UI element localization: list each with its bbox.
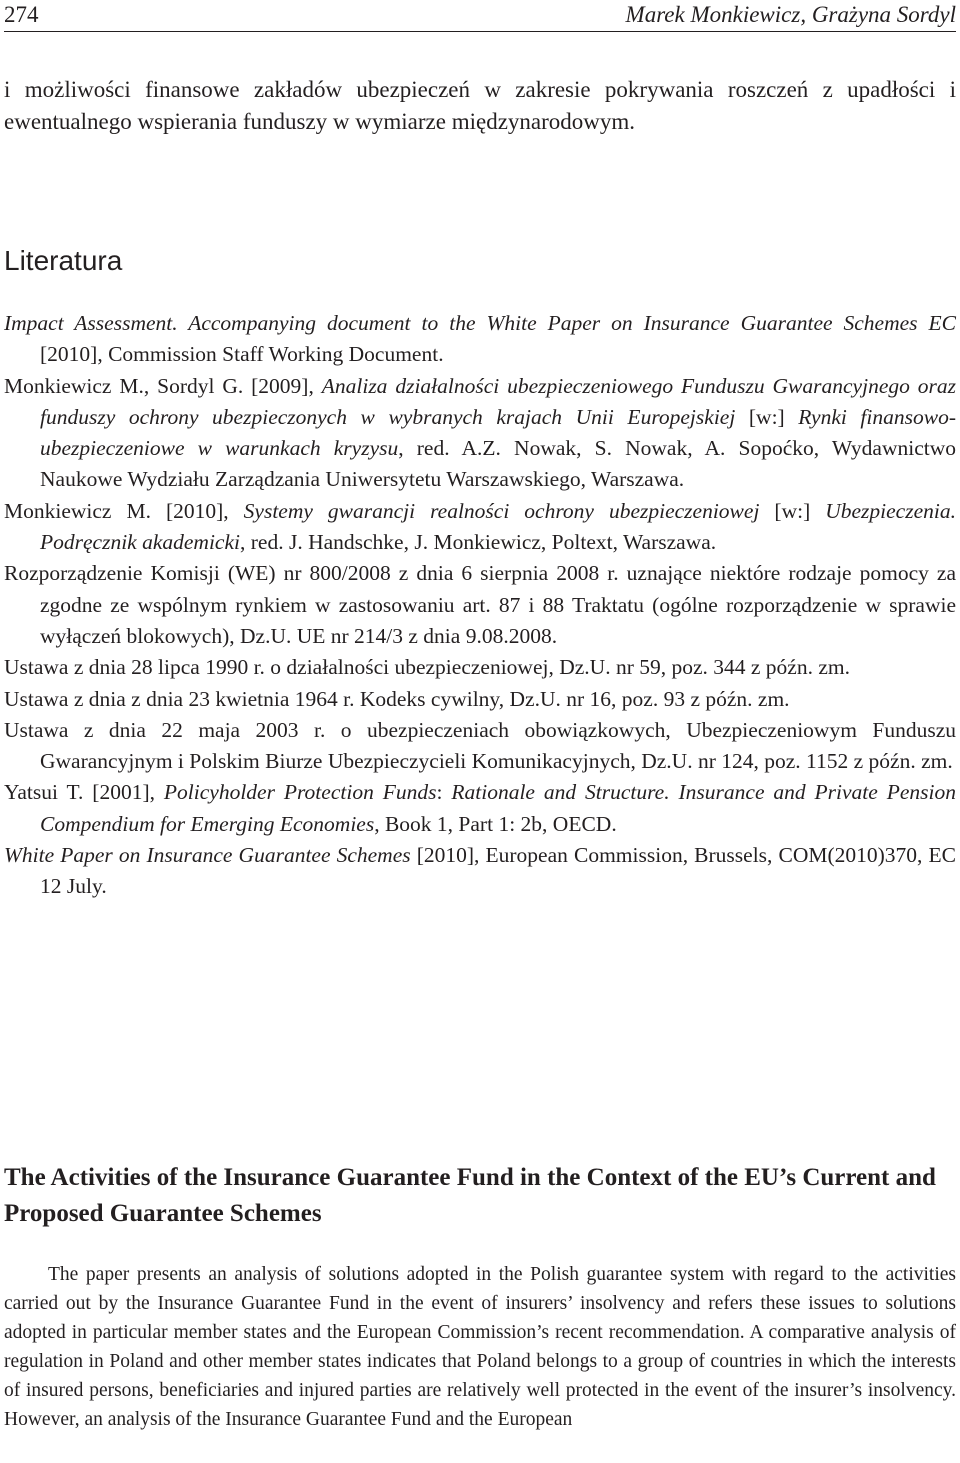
reference-item [4, 777, 956, 840]
reference-item: Ustawa z dnia z dnia 23 kwietnia 1964 r. Kodeks cywilny, Dz.U. nr 16, poz. 93 z późn. zm. [4, 686, 790, 711]
reference-separator: : [436, 780, 452, 805]
reference-title: Systemy gwarancji realności ochrony ubezpieczeniowej [243, 498, 760, 523]
reference-item [4, 308, 956, 371]
page-number: 274 [4, 2, 39, 27]
running-head: Marek Monkiewicz, Grażyna Sordyl [625, 2, 956, 27]
reference-book-title: Rynki finansowo-ubezpieczeniowe w warunkach kryzysu [40, 404, 956, 461]
reference-author: Monkiewicz M. [2010], [4, 498, 244, 523]
abstract-text: The paper presents an analysis of solutions adopted in the Polish guarantee system with regard to the activities carried out by the Insurance Guarantee Fund in the event of insurers’ insolvency and refers these issues to solutions adopted in particular member states and the European Commission’s recent recommendation. A comparative analysis of regulation in Poland and other member states indicates that Poland belongs to a group of countries in which the interests of insured persons, beneficiaries and injured parties are relatively well protected in the event of the insurer’s insolvency. However, an analysis of the Insurance Guarantee Fund and the European [4, 1264, 956, 1430]
reference-item: Ustawa z dnia 28 lipca 1990 r. o działalności ubezpieczeniowej, Dz.U. nr 59, poz. 344 z późn. zm. [4, 655, 850, 680]
intro-paragraph: i możliwości finansowe zakładów ubezpieczeń w zakresie pokrywania roszczeń z upadłości i ewentualnego wspierania funduszy w wymiarze międzynarodowym. [4, 77, 956, 134]
reference-title: White Paper on Insurance Guarantee Schemes [4, 843, 411, 868]
reference-title: Impact Assessment. Accompanying document to the White Paper on Insurance Guarantee Schemes EC [4, 311, 956, 335]
reference-in: [w:] [759, 498, 826, 523]
reference-list [4, 308, 956, 903]
reference-title: Analiza działalności ubezpieczeniowego Funduszu Gwarancyjnego oraz funduszy ochrony ubezpieczonych w wybranych krajach Unii Europejskiej [40, 373, 956, 429]
reference-item [4, 840, 956, 903]
english-title: The Activities of the Insurance Guarantee Fund in the Context of the EU’s Current and Proposed Guarantee Schemes [4, 1164, 936, 1227]
reference-author: Monkiewicz M., Sordyl G. [2009], [4, 373, 322, 398]
reference-book-title: Rationale and Structure. Insurance and Private Pension Compendium for Emerging Economies [40, 780, 956, 836]
reference-book-title: Ubezpieczenia. Podręcznik akademicki [40, 498, 956, 555]
literature-heading: Literatura [4, 245, 123, 276]
reference-details: , Book 1, Part 1: 2b, OECD. [374, 811, 617, 836]
reference-item: Rozporządzenie Komisji (WE) nr 800/2008 z dnia 6 sierpnia 2008 r. uznające niektóre rodzaje pomocy za zgodne ze wspólnym rynkiem w zastosowaniu art. 87 i 88 Traktatu (ogólne rozporządzenie w sprawie wyłączeń blokowych), Dz.U. UE nr 214/3 z dnia 9.08.2008. [4, 561, 956, 648]
reference-details: [2010], Commission Staff Working Document. [40, 342, 444, 367]
reference-in: [w:] [735, 404, 799, 429]
reference-item [4, 496, 956, 559]
reference-title: Policyholder Protection Funds [163, 780, 437, 805]
reference-details: , red. A.Z. Nowak, S. Nowak, A. Sopoćko, Wydawnictwo Naukowe Wydziału Zarządzania Uniwersytetu Warszawskiego, Warszawa. [40, 436, 956, 492]
page-header [4, 0, 956, 32]
reference-item [4, 371, 956, 496]
reference-details: , red. J. Handschke, J. Monkiewicz, Poltext, Warszawa. [240, 530, 717, 555]
reference-details: [2010], European Commission, Brussels, COM(2010)370, EC 12 July. [40, 843, 956, 899]
reference-author: Yatsui T. [2001], [4, 780, 164, 805]
reference-item: Ustawa z dnia 22 maja 2003 r. o ubezpieczeniach obowiązkowych, Ubezpieczeniowym Funduszu Gwarancyjnym i Polskim Biurze Ubezpieczycieli Komunikacyjnych, Dz.U. nr 124, poz. 1152 z późn. zm. [4, 717, 956, 774]
